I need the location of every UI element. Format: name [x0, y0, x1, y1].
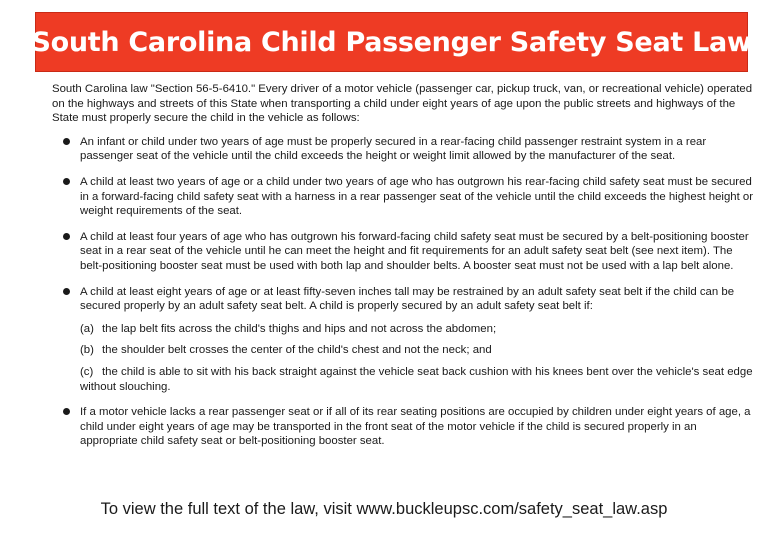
list-item [52, 230, 757, 274]
rule-text: A child at least eight years of age or at least fifty-seven inches tall may be restrained by an adult safety seat belt if the child can be secured properly by an adult safety seat belt. A child is properly secured by an adult safety seat belt if: [80, 285, 735, 313]
title-banner [31, 12, 752, 72]
seat-belt-fit-list [80, 322, 757, 394]
sub-item-text: the shoulder belt crosses the center of the child's chest and not the neck; and [102, 344, 492, 357]
sub-item-text: the lap belt fits across the child's thighs and hips and not across the abdomen; [102, 322, 497, 335]
sub-item-marker: (c) [80, 365, 94, 378]
law-content [52, 82, 757, 460]
rule-text: A child at least four years of age who has outgrown his forward-facing child safety seat must be secured by a belt-positioning booster seat in a rear seat of the vehicle until he can meet the height and fit requirements for an adult safety seat belt (see next item). The belt-positioning booster seat must be used with both lap and shoulder belts. A booster seat must not be used with a lap belt alone. [80, 230, 749, 272]
intro-paragraph: South Carolina law "Section 56-5-6410." Every driver of a motor vehicle (passenger car, pickup truck, van, or recreational vehicle) operated on the highways and streets of this State when transporting a child under eight years of age upon the public streets and highways of the State must properly secure the child in the vehicle as follows: [52, 83, 753, 125]
bullet-icon [63, 138, 70, 145]
sub-item-marker: (b) [80, 344, 94, 357]
list-item [52, 285, 757, 395]
rule-text: A child at least two years of age or a child under two years of age who has outgrown his rear-facing child safety seat must be secured in a forward-facing child safety seat with a harness in a rear passenger seat of the vehicle until the child exceeds the highest height or weight requirements of the seat. [80, 175, 754, 218]
sub-list-item [80, 343, 757, 358]
page-title: South Carolina Child Passenger Safety Seat Law [31, 26, 752, 58]
rules-list [52, 135, 757, 449]
list-item [52, 175, 757, 219]
rule-text: If a motor vehicle lacks a rear passenger seat or if all of its rear seating positions are occupied by children under eight years of age, a child under eight years of age may be transported in the front seat of the motor vehicle if the child is secured properly in an appropriate child safety seat or belt-positioning booster seat. [80, 406, 751, 448]
list-item [52, 135, 757, 164]
bullet-icon [63, 233, 70, 240]
bullet-icon [63, 288, 70, 295]
sub-list-item [80, 365, 757, 394]
sub-list-item [80, 322, 757, 337]
rule-text: An infant or child under two years of age must be properly secured in a rear-facing child passenger restraint system in a rear passenger seat of the vehicle until the child exceeds the height or weight limit allowed by the manufacturer of the seat. [80, 135, 707, 163]
bullet-icon [63, 178, 70, 185]
list-item [52, 405, 757, 449]
sub-item-text: the child is able to sit with his back straight against the vehicle seat back cushion with his knees bent over the vehicle's seat edge without slouching. [80, 365, 753, 393]
footer-link-text: To view the full text of the law, visit www.buckleupsc.com/safety_seat_law.asp [100, 500, 668, 518]
sub-item-marker: (a) [80, 322, 94, 335]
bullet-icon [63, 408, 70, 415]
